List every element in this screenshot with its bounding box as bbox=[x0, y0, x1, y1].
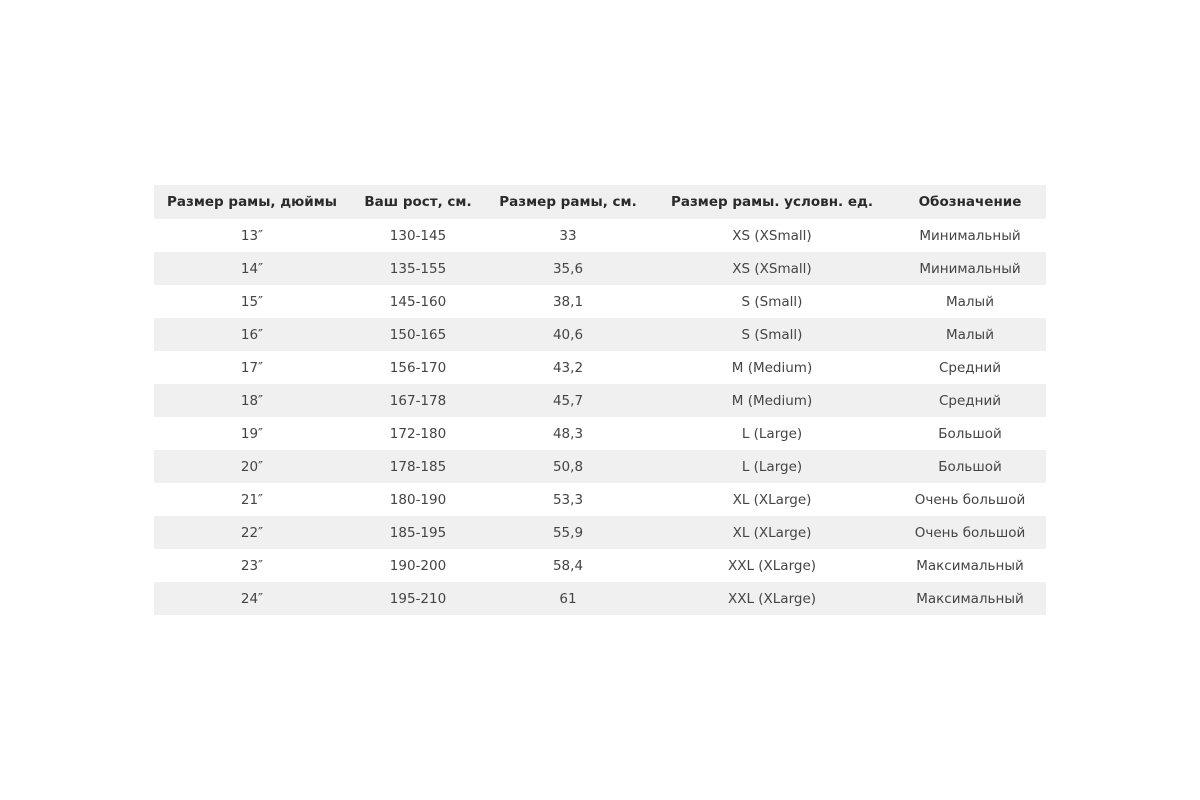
cell-inches: 16″ bbox=[154, 318, 350, 351]
table-row bbox=[154, 549, 1046, 582]
cell-designation: Максимальный bbox=[894, 549, 1046, 582]
cell-inches: 24″ bbox=[154, 582, 350, 615]
cell-designation: Малый bbox=[894, 318, 1046, 351]
cell-units: XXL (XLarge) bbox=[650, 582, 894, 615]
header-frame-size-cm: Размер рамы, см. bbox=[486, 185, 650, 219]
cell-cm: 61 bbox=[486, 582, 650, 615]
cell-designation: Очень большой bbox=[894, 483, 1046, 516]
cell-units: M (Medium) bbox=[650, 351, 894, 384]
cell-inches: 19″ bbox=[154, 417, 350, 450]
cell-designation: Максимальный bbox=[894, 582, 1046, 615]
cell-inches: 20″ bbox=[154, 450, 350, 483]
cell-designation: Очень большой bbox=[894, 516, 1046, 549]
cell-height: 172-180 bbox=[350, 417, 486, 450]
table-row bbox=[154, 219, 1046, 252]
cell-cm: 58,4 bbox=[486, 549, 650, 582]
table-row bbox=[154, 483, 1046, 516]
header-frame-size-units: Размер рамы. условн. ед. bbox=[650, 185, 894, 219]
cell-units: S (Small) bbox=[650, 318, 894, 351]
cell-height: 156-170 bbox=[350, 351, 486, 384]
header-frame-size-inches: Размер рамы, дюймы bbox=[154, 185, 350, 219]
table-row bbox=[154, 252, 1046, 285]
cell-cm: 43,2 bbox=[486, 351, 650, 384]
cell-units: XL (XLarge) bbox=[650, 483, 894, 516]
table-header bbox=[154, 185, 1046, 219]
header-designation: Обозначение bbox=[894, 185, 1046, 219]
table-row bbox=[154, 285, 1046, 318]
cell-units: XXL (XLarge) bbox=[650, 549, 894, 582]
cell-designation: Средний bbox=[894, 351, 1046, 384]
cell-cm: 48,3 bbox=[486, 417, 650, 450]
cell-height: 185-195 bbox=[350, 516, 486, 549]
cell-cm: 38,1 bbox=[486, 285, 650, 318]
table-row bbox=[154, 318, 1046, 351]
cell-inches: 22″ bbox=[154, 516, 350, 549]
cell-inches: 15″ bbox=[154, 285, 350, 318]
cell-height: 145-160 bbox=[350, 285, 486, 318]
cell-designation: Большой bbox=[894, 417, 1046, 450]
cell-inches: 23″ bbox=[154, 549, 350, 582]
cell-inches: 13″ bbox=[154, 219, 350, 252]
cell-designation: Минимальный bbox=[894, 252, 1046, 285]
table-row bbox=[154, 417, 1046, 450]
cell-units: L (Large) bbox=[650, 450, 894, 483]
cell-cm: 35,6 bbox=[486, 252, 650, 285]
cell-inches: 18″ bbox=[154, 384, 350, 417]
cell-height: 190-200 bbox=[350, 549, 486, 582]
cell-units: M (Medium) bbox=[650, 384, 894, 417]
cell-inches: 21″ bbox=[154, 483, 350, 516]
cell-height: 167-178 bbox=[350, 384, 486, 417]
cell-designation: Малый bbox=[894, 285, 1046, 318]
table-row bbox=[154, 450, 1046, 483]
table-row bbox=[154, 351, 1046, 384]
cell-inches: 17″ bbox=[154, 351, 350, 384]
table-row bbox=[154, 384, 1046, 417]
cell-cm: 55,9 bbox=[486, 516, 650, 549]
cell-units: S (Small) bbox=[650, 285, 894, 318]
cell-cm: 33 bbox=[486, 219, 650, 252]
cell-height: 195-210 bbox=[350, 582, 486, 615]
table-row bbox=[154, 516, 1046, 549]
cell-cm: 53,3 bbox=[486, 483, 650, 516]
cell-cm: 40,6 bbox=[486, 318, 650, 351]
cell-height: 180-190 bbox=[350, 483, 486, 516]
cell-inches: 14″ bbox=[154, 252, 350, 285]
cell-designation: Минимальный bbox=[894, 219, 1046, 252]
table-row bbox=[154, 582, 1046, 615]
cell-cm: 45,7 bbox=[486, 384, 650, 417]
cell-height: 178-185 bbox=[350, 450, 486, 483]
frame-size-table bbox=[154, 185, 1046, 615]
header-row bbox=[154, 185, 1046, 219]
table-body bbox=[154, 219, 1046, 615]
cell-units: XL (XLarge) bbox=[650, 516, 894, 549]
cell-designation: Большой bbox=[894, 450, 1046, 483]
header-height-cm: Ваш рост, см. bbox=[350, 185, 486, 219]
cell-cm: 50,8 bbox=[486, 450, 650, 483]
cell-units: XS (XSmall) bbox=[650, 252, 894, 285]
cell-designation: Средний bbox=[894, 384, 1046, 417]
cell-units: L (Large) bbox=[650, 417, 894, 450]
cell-height: 135-155 bbox=[350, 252, 486, 285]
cell-height: 130-145 bbox=[350, 219, 486, 252]
cell-units: XS (XSmall) bbox=[650, 219, 894, 252]
cell-height: 150-165 bbox=[350, 318, 486, 351]
